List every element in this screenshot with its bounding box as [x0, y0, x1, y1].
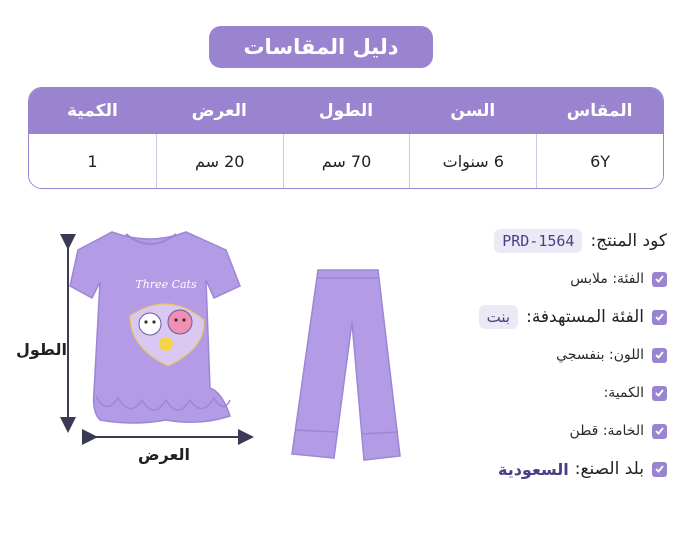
- origin-row: [367, 450, 667, 488]
- page-title: دليل المقاسات: [209, 26, 433, 68]
- pajama-set-drawing: [0, 220, 420, 540]
- header-length: الطول: [318, 101, 374, 121]
- product-details: [367, 222, 667, 488]
- check-icon: [652, 272, 667, 287]
- cell-width: 20 سم: [156, 134, 283, 188]
- header-quantity: الكمية: [67, 101, 118, 121]
- target-chip: بنت: [479, 305, 518, 329]
- origin-label: بلد الصنع:: [574, 459, 644, 479]
- cell-length: 70 سم: [283, 134, 410, 188]
- color-row: [367, 336, 667, 374]
- product-code-label: كود المنتج:: [590, 231, 667, 251]
- cell-quantity: 1: [87, 151, 98, 171]
- length-label: الطول: [16, 340, 67, 359]
- cell-size: 6Y: [536, 134, 663, 188]
- category-row: [367, 260, 667, 298]
- check-icon: [652, 386, 667, 401]
- header-age: السن: [450, 101, 496, 121]
- check-icon: [652, 462, 667, 477]
- product-code-row: [367, 222, 667, 260]
- product-code-chip: PRD-1564: [494, 229, 582, 253]
- color-text: اللون: بنفسجي: [556, 347, 644, 363]
- check-icon: [652, 348, 667, 363]
- tshirt-shape: [70, 232, 240, 423]
- material-row: [367, 412, 667, 450]
- material-text: الخامة: قطن: [569, 423, 644, 439]
- table-row: [29, 134, 663, 188]
- check-icon: [652, 424, 667, 439]
- quantity-row: [367, 374, 667, 412]
- quantity-text: الكمية:: [603, 385, 644, 401]
- width-label: العرض: [138, 445, 190, 464]
- print-text: Three Cats: [135, 278, 197, 291]
- check-icon: [652, 310, 667, 325]
- size-table: [28, 87, 664, 189]
- header-width: العرض: [191, 101, 247, 121]
- header-size: المقاس: [566, 101, 633, 121]
- target-row: [367, 298, 667, 336]
- table-header-row: [29, 88, 663, 134]
- origin-value: السعودية: [497, 459, 569, 479]
- category-text: الفئة: ملابس: [570, 271, 644, 287]
- target-label: الفئة المستهدفة:: [526, 307, 644, 327]
- garment-illustration: [0, 220, 420, 540]
- cell-age: 6 سنوات: [409, 134, 536, 188]
